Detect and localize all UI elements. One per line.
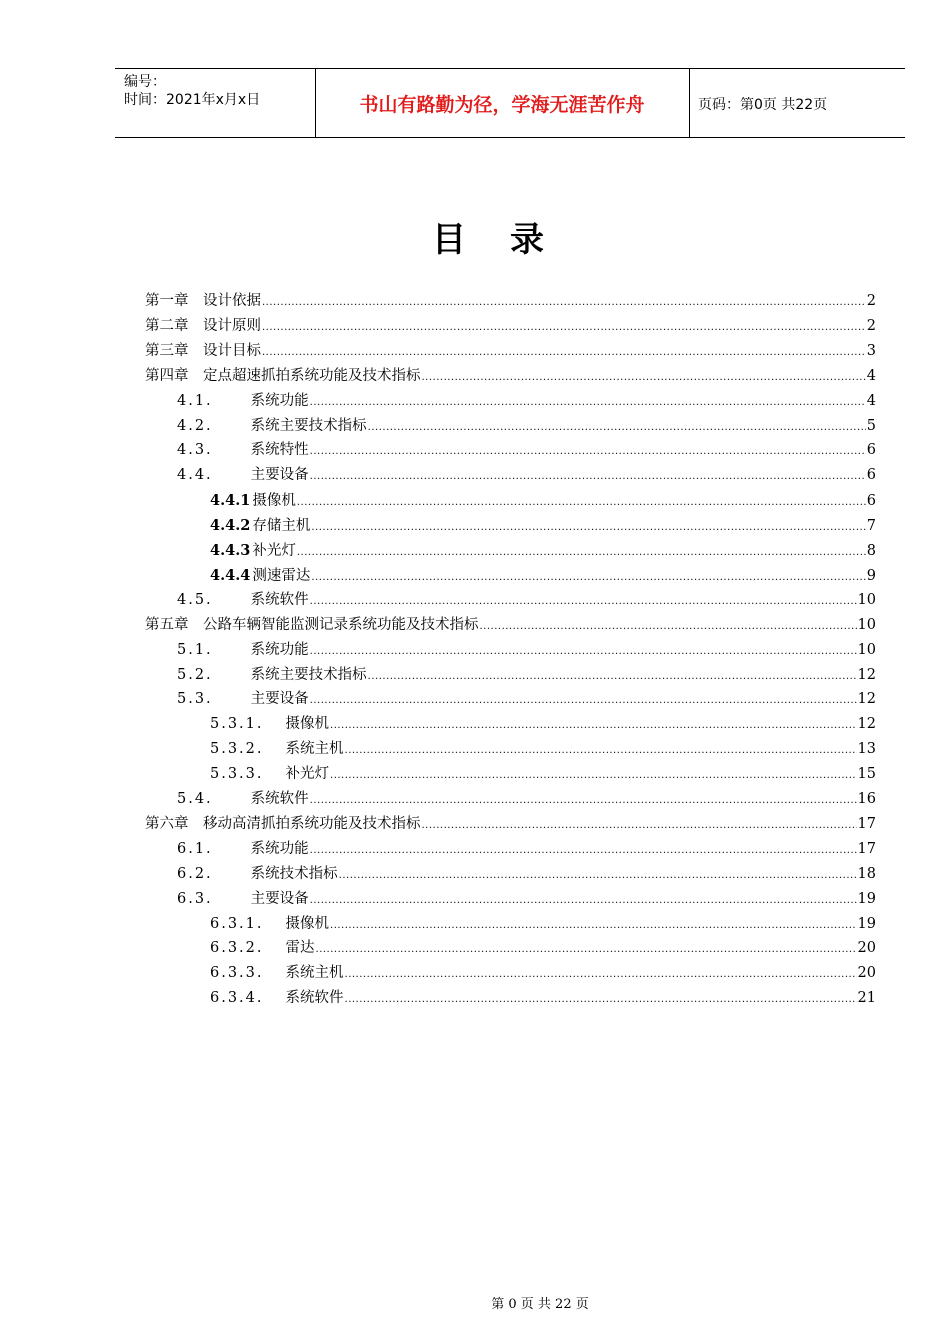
toc-entry-title: 主要设备 xyxy=(250,890,309,907)
toc-dot-leader xyxy=(330,913,857,938)
toc-entry-title: 系统软件 xyxy=(285,990,344,1007)
page-header xyxy=(115,68,905,138)
toc-entry-label xyxy=(177,463,309,488)
toc-entry-label xyxy=(210,912,329,937)
toc-entry-page: 3 xyxy=(866,342,876,359)
toc-entry-title: 移动高清抓拍系统功能及技术指标 xyxy=(203,815,421,832)
toc-entry-page: 12 xyxy=(857,666,876,683)
toc-entry-title: 系统技术指标 xyxy=(250,865,338,882)
toc-entry-title: 补光灯 xyxy=(285,766,330,783)
toc-entry[interactable] xyxy=(177,463,876,488)
toc-entry[interactable] xyxy=(177,887,876,912)
toc-entry-label xyxy=(145,613,479,638)
document-date-label: 时间：2021年x月x日 xyxy=(124,92,261,108)
toc-entry-number: 5.1. xyxy=(177,641,213,658)
toc-entry[interactable] xyxy=(145,339,876,364)
toc-entry-title: 设计依据 xyxy=(203,293,261,309)
toc-entry[interactable] xyxy=(177,414,876,439)
toc-entry[interactable] xyxy=(145,613,876,638)
toc-dot-leader xyxy=(422,365,866,390)
toc-entry[interactable] xyxy=(177,438,876,463)
toc-entry-title: 定点超速抓拍系统功能及技术指标 xyxy=(203,367,421,384)
toc-entry-label xyxy=(210,986,344,1011)
toc-entry-page: 10 xyxy=(857,591,876,608)
toc-entry-label xyxy=(210,488,296,514)
toc-entry-title: 设计原则 xyxy=(203,317,261,334)
toc-dot-leader xyxy=(311,515,865,540)
toc-entry-label xyxy=(210,936,315,961)
toc-entry-title: 存储主机 xyxy=(252,518,311,535)
toc-dot-leader xyxy=(310,888,857,913)
toc-entry[interactable] xyxy=(210,538,876,563)
toc-entry-number: 4.2. xyxy=(177,417,213,434)
toc-entry-page: 12 xyxy=(857,716,876,733)
toc-entry-label xyxy=(177,414,367,439)
toc-entry-number: 第一章 xyxy=(145,293,189,309)
toc-entry-number: 第二章 xyxy=(145,317,189,334)
toc-entry-title: 系统功能 xyxy=(250,392,309,409)
toc-entry-number: 5.3.1. xyxy=(210,716,264,733)
toc-entry[interactable] xyxy=(177,638,876,663)
toc-dot-leader xyxy=(368,415,866,440)
toc-dot-leader xyxy=(422,813,857,838)
toc-entry-page: 21 xyxy=(857,990,876,1007)
toc-entry-number: 4.4.4 xyxy=(210,566,251,584)
toc-dot-leader xyxy=(310,688,857,713)
toc-entry[interactable] xyxy=(177,588,876,613)
toc-entry-label xyxy=(177,887,309,912)
toc-dot-leader xyxy=(310,838,857,863)
toc-entry-number: 4.4.3 xyxy=(210,542,251,559)
toc-entry-page: 19 xyxy=(857,915,876,932)
toc-dot-leader xyxy=(262,340,866,365)
toc-entry-label xyxy=(177,438,309,463)
toc-entry-title: 系统主机 xyxy=(285,741,344,758)
toc-entry-page: 6 xyxy=(866,493,876,510)
toc-entry[interactable] xyxy=(177,663,876,688)
toc-dot-leader xyxy=(311,565,865,590)
toc-dot-leader xyxy=(339,863,857,888)
toc-entry-number: 第四章 xyxy=(145,367,189,384)
toc-dot-leader xyxy=(310,788,857,813)
toc-entry-label xyxy=(145,289,261,314)
document-number-label: 编号： xyxy=(124,74,166,90)
toc-entry-title: 系统软件 xyxy=(250,591,309,608)
toc-dot-leader xyxy=(480,614,857,639)
toc-dot-leader xyxy=(262,290,866,315)
toc-entry-number: 4.4. xyxy=(177,467,213,484)
toc-entry[interactable] xyxy=(177,787,876,812)
toc-entry-page: 19 xyxy=(857,890,876,907)
toc-entry-label xyxy=(145,364,421,389)
toc-entry-number: 5.3.2. xyxy=(210,741,264,758)
toc-entry-label xyxy=(177,389,309,414)
toc-dot-leader xyxy=(368,664,857,689)
toc-entry[interactable] xyxy=(177,837,876,862)
toc-entry-title: 系统特性 xyxy=(250,442,309,459)
toc-dot-leader xyxy=(345,987,857,1012)
toc-entry-page: 15 xyxy=(857,766,876,783)
toc-entry-page: 10 xyxy=(857,641,876,658)
toc-entry-number: 4.3. xyxy=(177,442,213,459)
toc-entry-page: 4 xyxy=(866,367,876,384)
toc-dot-leader xyxy=(262,315,866,340)
toc-entry-number: 4.4.1 xyxy=(210,492,251,510)
toc-dot-leader xyxy=(310,390,866,415)
toc-entry-page: 6 xyxy=(866,467,876,484)
toc-entry-title: 摄像机 xyxy=(285,716,330,733)
toc-entry-number: 6.3.3. xyxy=(210,965,264,982)
toc-entry-page: 18 xyxy=(857,865,876,882)
toc-entry-title: 摄像机 xyxy=(252,493,296,510)
toc-entry-title: 摄像机 xyxy=(285,915,330,932)
toc-entry[interactable] xyxy=(210,712,876,737)
toc-entry-number: 第三章 xyxy=(145,342,189,359)
toc-entry[interactable] xyxy=(210,513,876,538)
toc-entry-label xyxy=(210,538,296,564)
toc-entry-label xyxy=(177,663,367,688)
toc-entry[interactable] xyxy=(210,563,876,588)
toc-entry-page: 2 xyxy=(866,317,876,334)
toc-dot-leader xyxy=(316,937,857,962)
toc-entry-label xyxy=(177,837,309,862)
toc-entry-page: 2 xyxy=(866,293,876,309)
toc-entry[interactable] xyxy=(210,986,876,1011)
toc-entry-page: 9 xyxy=(866,567,876,584)
toc-entry[interactable] xyxy=(145,364,876,389)
toc-entry-number: 6.3. xyxy=(177,890,213,907)
toc-entry-page: 5 xyxy=(866,417,876,434)
toc-entry[interactable] xyxy=(210,737,876,762)
toc-entry-title: 测速雷达 xyxy=(252,567,311,584)
toc-dot-leader xyxy=(297,540,866,565)
toc-entry-label xyxy=(145,812,421,837)
toc-entry-page: 20 xyxy=(857,940,876,957)
toc-entry-title: 系统功能 xyxy=(250,641,309,658)
toc-entry-title: 系统软件 xyxy=(250,791,309,807)
toc-dot-leader xyxy=(310,439,866,464)
toc-entry[interactable] xyxy=(210,488,876,513)
toc-entry-page: 17 xyxy=(857,840,876,857)
toc-entry-label xyxy=(177,787,309,812)
toc-dot-leader xyxy=(297,490,866,515)
toc-entry-page: 6 xyxy=(866,442,876,459)
toc-entry[interactable] xyxy=(145,314,876,339)
toc-entry-page: 12 xyxy=(857,691,876,708)
toc-entry-label xyxy=(210,762,329,787)
toc-entry-title: 系统主要技术指标 xyxy=(250,666,367,683)
toc-dot-leader xyxy=(310,589,857,614)
toc-entry-title: 主要设备 xyxy=(250,467,309,484)
toc-entry-label xyxy=(177,687,309,712)
header-motto-cell xyxy=(315,69,690,137)
toc-entry[interactable] xyxy=(177,389,876,414)
toc-entry-number: 4.1. xyxy=(177,392,213,409)
toc-entry-number: 4.5. xyxy=(177,591,213,608)
page-footer: 第 0 页 共 22 页 xyxy=(491,1297,589,1312)
toc-entry-label xyxy=(145,314,261,339)
toc-dot-leader xyxy=(330,713,857,738)
toc-entry[interactable] xyxy=(210,912,876,937)
toc-entry-label xyxy=(210,961,344,986)
toc-entry-number: 第五章 xyxy=(145,616,189,633)
toc-entry-number: 5.3.3. xyxy=(210,766,264,783)
toc-entry-title: 补光灯 xyxy=(252,543,296,559)
toc-entry-title: 系统主机 xyxy=(285,965,344,982)
toc-entry-title: 系统主要技术指标 xyxy=(250,417,367,434)
toc-entry[interactable] xyxy=(177,862,876,887)
toc-dot-leader xyxy=(310,639,857,664)
toc-dot-leader xyxy=(330,763,857,788)
toc-entry-title: 设计目标 xyxy=(203,342,261,359)
toc-entry-page: 10 xyxy=(857,616,876,633)
toc-entry-label xyxy=(177,638,309,663)
toc-entry[interactable] xyxy=(210,762,876,787)
toc-entry-title: 主要设备 xyxy=(250,691,309,708)
header-motto: 书山有路勤为径，学海无涯苦作舟 xyxy=(359,94,645,116)
toc-entry-label xyxy=(145,339,261,364)
toc-entry-number: 第六章 xyxy=(145,815,189,832)
toc-entry-page: 20 xyxy=(857,965,876,982)
toc-entry-page: 7 xyxy=(866,518,876,535)
toc-entry[interactable] xyxy=(145,812,876,837)
header-meta-cell xyxy=(115,69,316,137)
toc-entry-label xyxy=(210,712,329,737)
toc-entry-label xyxy=(210,563,310,589)
toc-entry-page: 8 xyxy=(866,543,876,559)
toc-entry[interactable] xyxy=(210,961,876,986)
toc-dot-leader xyxy=(310,464,866,489)
toc-entry-label xyxy=(210,737,344,762)
toc-entry-number: 4.4.2 xyxy=(210,517,251,535)
toc-entry-label xyxy=(177,862,338,887)
toc-entry-page: 4 xyxy=(866,392,876,409)
toc-entry-number: 5.4. xyxy=(177,791,213,807)
toc-entry-title: 公路车辆智能监测记录系统功能及技术指标 xyxy=(203,616,479,633)
toc-entry-number: 6.3.1. xyxy=(210,915,264,932)
header-page-cell xyxy=(689,69,905,137)
toc-entry[interactable] xyxy=(177,687,876,712)
toc-dot-leader xyxy=(345,962,857,987)
toc-entry-page: 17 xyxy=(857,815,876,832)
toc-entry-number: 5.2. xyxy=(177,666,213,683)
toc-entry-title: 雷达 xyxy=(285,940,315,957)
toc-entry-number: 6.2. xyxy=(177,865,213,882)
toc-entry-page: 13 xyxy=(857,741,876,758)
toc-entry-page: 16 xyxy=(857,791,876,807)
toc-dot-leader xyxy=(345,738,857,763)
toc-title: 目录 xyxy=(432,220,588,260)
toc-entry-number: 6.3.4. xyxy=(210,990,264,1007)
toc-entry-title: 系统功能 xyxy=(250,840,309,857)
toc-entry[interactable] xyxy=(210,936,876,961)
toc-entry-label xyxy=(177,588,309,613)
toc-entry-number: 6.3.2. xyxy=(210,940,264,957)
toc-entry-label xyxy=(210,513,310,539)
toc-entry-number: 6.1. xyxy=(177,840,213,857)
toc-entry[interactable] xyxy=(145,289,876,314)
header-page-info: 页码：第0页 共22页 xyxy=(698,97,828,113)
toc-entry-number: 5.3. xyxy=(177,691,213,708)
